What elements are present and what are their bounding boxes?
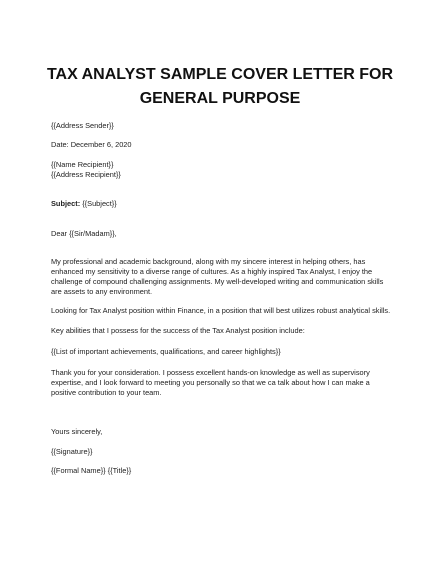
document-title-line1: TAX ANALYST SAMPLE COVER LETTER FOR — [46, 66, 394, 83]
name-recipient: {{Name Recipient}} — [51, 160, 114, 169]
closing: Yours sincerely, — [51, 427, 103, 436]
paragraph-thanks-line: Thank you for your consideration. I possess excellent hands-on knowledge as well as supervisory — [51, 368, 370, 377]
paragraph-intro — [51, 257, 391, 297]
address-sender: {{Address Sender}} — [51, 121, 114, 130]
paragraph-thanks-line: expertise, and I look forward to meeting you personally so that we ca talk about how I can make a — [51, 378, 370, 387]
subject-line — [51, 199, 117, 209]
subject-value: {{Subject}} — [80, 199, 117, 208]
paragraph-intro-line: enhanced my sensitivity to a diverse range of cultures. As a highly inspired Tax Analyst, I enjoy the — [51, 267, 373, 276]
paragraph-intro-line: challenge of compound challenging assignments. My well-developed writing and communication skills — [51, 277, 384, 286]
paragraph-abilities: Key abilities that I possess for the success of the Tax Analyst position include: — [51, 326, 305, 335]
paragraph-intro-line: are assets to any environment. — [51, 287, 153, 296]
letter-date: Date: December 6, 2020 — [51, 140, 132, 149]
formal-name-title: {{Formal Name}} {{Title}} — [51, 466, 132, 475]
signature: {{Signature}} — [51, 447, 93, 456]
paragraph-position: Looking for Tax Analyst position within Finance, in a position that will best utilizes robust analytical skills. — [51, 306, 391, 315]
paragraph-thanks-line: positive contribution to your team. — [51, 388, 162, 397]
paragraph-thanks — [51, 368, 391, 398]
paragraph-achievements: {{List of important achievements, qualifications, and career highlights}} — [51, 347, 281, 356]
paragraph-intro-line: My professional and academic background, along with my sincere interest in helping others, has — [51, 257, 366, 266]
address-recipient: {{Address Recipient}} — [51, 170, 121, 179]
document-title-line2: GENERAL PURPOSE — [139, 90, 301, 107]
subject-label: Subject: — [51, 199, 81, 208]
greeting: Dear {{Sir/Madam}}, — [51, 229, 117, 238]
